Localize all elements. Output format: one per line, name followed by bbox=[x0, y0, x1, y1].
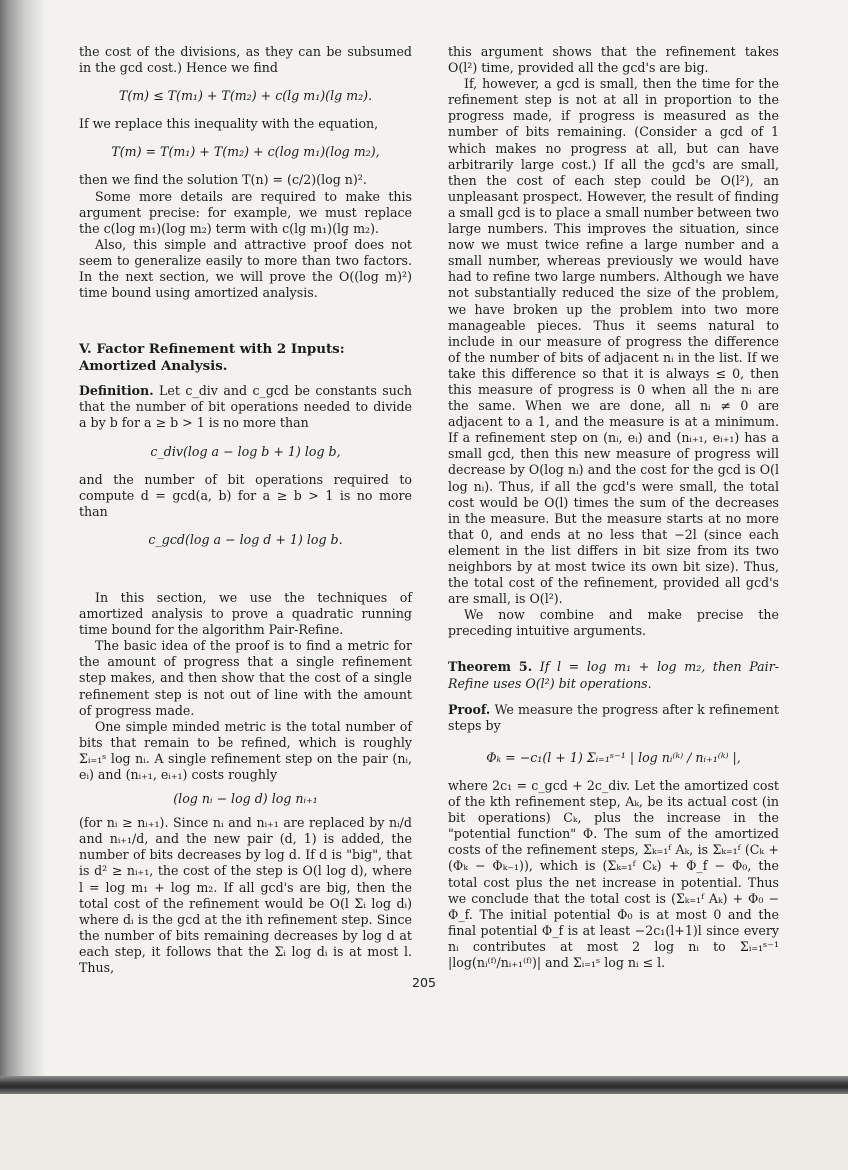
page-number: 205 bbox=[411, 975, 437, 990]
paragraph: If, however, a gcd is small, then the time for the refinement step is not at all in proportion to the progress made, if progress is measured as the number of bits remaining. (Consider a gcd of 1 which makes no progress at all, but can have arbitrarily large cost.) If all the gcd's are small, then the cost of each step could be O(l²), an unpleasant prospect. However, the result of finding a small gcd is to place a small number between two large numbers. This improves the situation, since now we must twice refine a large number and a small number, whereas previously we would have had to refine two large numbers. Although we have not substantially reduced the size of the problem, we have broken up the problem into two more manageable pieces. Thus it seems natural to include in our measure of progress the difference of the number of bits of adjacent nᵢ in the list. If we take this difference so that it is always ≤ 0, then this measure of progress is 0 when all the nᵢ are the same. When we are done, all nᵢ ≠ 0 are adjacent to a 1, and the measure is at a minimum. If a refinement step on (nᵢ, eᵢ) and (nᵢ₊₁, eᵢ₊₁) has a small gcd, then this new measure of progress will decrease by O(log nᵢ) and the cost for the gcd is O(l log nᵢ). Thus, if all the gcd's were small, the total cost would be O(l) times the sum of the decreases in the measure. But the measure starts at no more that 0, and ends at no less that −2l (since each element in the list differs in bit size from its two neighbors by at most twice its own bit size). Thus, the total cost of the refinement, provided all gcd's are small, is O(l²). bbox=[448, 76, 779, 607]
definition-paragraph bbox=[79, 383, 412, 431]
paragraph: Also, this simple and attractive proof does not seem to generalize easily to more than two factors. In the next section, we will prove the O((log m)²) time bound using amortized analysis. bbox=[79, 236, 412, 301]
proof-paragraph bbox=[448, 702, 779, 734]
scan-margin bbox=[0, 1094, 848, 1170]
spacer bbox=[448, 692, 779, 702]
equation: T(m) ≤ T(m₁) + T(m₂) + c(lg m₁)(lg m₂). bbox=[118, 88, 373, 104]
left-column bbox=[79, 44, 412, 976]
spacer bbox=[448, 639, 779, 649]
theorem-paragraph bbox=[448, 659, 779, 691]
section-heading: V. Factor Refinement with 2 Inputs: Amortized Analysis. bbox=[79, 341, 345, 375]
equation: (log nᵢ − log d) log nᵢ₊₁ bbox=[173, 791, 318, 807]
proof-text: We measure the progress after k refinement steps by bbox=[448, 701, 779, 733]
equation: T(m) = T(m₁) + T(m₂) + c(log m₁)(log m₂), bbox=[111, 144, 380, 160]
paragraph: In this section, we use the techniques of amortized analysis to prove a quadratic running time bound for the algorithm Pair-Refine. bbox=[79, 589, 412, 638]
theorem-text: If l = log m₁ + log m₂, then Pair-Refine uses O(l²) bit operations. bbox=[448, 659, 779, 691]
spacer bbox=[79, 560, 412, 590]
scan-shadow-left bbox=[0, 0, 46, 1170]
paragraph: If we replace this inequality with the equation, bbox=[79, 116, 379, 132]
spacer bbox=[448, 649, 779, 659]
theorem-label: Theorem 5. bbox=[448, 659, 533, 675]
proof-label: Proof. bbox=[448, 701, 491, 717]
paragraph: then we find the solution T(n) = (c/2)(log n)². bbox=[79, 172, 367, 188]
scan-edge-band bbox=[0, 1076, 848, 1094]
equation: c_gcd(log a − log d + 1) log b. bbox=[148, 531, 343, 547]
paragraph: One simple minded metric is the total number of bits that remain to be refined, which is roughly Σᵢ₌₁ˢ log nᵢ. A single refinement step on the pair (nᵢ, eᵢ) and (nᵢ₊₁, eᵢ₊₁) costs roughly bbox=[79, 718, 412, 782]
definition-label: Definition. bbox=[79, 383, 154, 399]
paragraph: (for nᵢ ≥ nᵢ₊₁). Since nᵢ and nᵢ₊₁ are replaced by nᵢ/d and nᵢ₊₁/d, and the new pair (d, 1) is added, the number of bits decreases by log d. If d is "big", that is d² ≥ nᵢ₊₁, the cost of the step is O(l log d), where l = log m₁ + log m₂. If all gcd's are big, then the total cost of the refinement would be O(l Σᵢ log dᵢ) where dᵢ is the gcd at the ith refinement step. Since the number of bits remaining decreases by log d at each step, it follows that the Σᵢ log dᵢ is at most l. Thus, bbox=[79, 815, 412, 976]
paragraph: We now combine and make precise the preceding intuitive arguments. bbox=[448, 607, 779, 639]
paragraph: and the number of bit operations required to compute d = gcd(a, b) for a ≥ b > 1 is no more than bbox=[79, 471, 412, 519]
paragraph: the cost of the divisions, as they can be subsumed in the gcd cost.) Hence we find bbox=[79, 44, 412, 76]
potential-equation: Φₖ = −c₁(l + 1) Σᵢ₌₁ˢ⁻¹ | log nᵢ⁽ᵏ⁾ / nᵢ₊₁⁽ᵏ⁾ |, bbox=[486, 749, 741, 765]
paragraph: The basic idea of the proof is to find a metric for the amount of progress that a single refinement step makes, and then show that the cost of a single refinement step is not out of line with the amount of progress made. bbox=[79, 638, 412, 718]
paragraph: Some more details are required to make this argument precise: for example, we must replace the c(log m₁)(log m₂) term with c(lg m₁)(lg m₂). bbox=[79, 188, 412, 236]
equation: c_div(log a − log b + 1) log b, bbox=[150, 443, 341, 459]
paragraph: where 2c₁ = c_gcd + 2c_div. Let the amortized cost of the kth refinement step, Aₖ, be its actual cost (in bit operations) Cₖ, plus the increase in the "potential function" Φ. The sum of the amortized costs of the refinement steps, Σₖ₌₁ᶠ Aₖ, is Σₖ₌₁ᶠ (Cₖ + (Φₖ − Φₖ₋₁)), which is (Σₖ₌₁ᶠ Cₖ) + Φ_f − Φ₀, the total cost plus the net increase in potential. Thus we conclude that the total cost is (Σₖ₌₁ᶠ Aₖ) + Φ₀ − Φ_f. The initial potential Φ₀ is at most 0 and the final potential Φ_f is at least −2c₁(l+1)l since every nᵢ contributes at most 2 log nᵢ to Σᵢ₌₁ˢ⁻¹ |log(nᵢ⁽ᶠ⁾/nᵢ₊₁⁽ᶠ⁾)| and Σᵢ₌₁ˢ log nᵢ ≤ l. bbox=[448, 777, 779, 970]
paragraph: this argument shows that the refinement takes O(l²) time, provided all the gcd's are big. bbox=[448, 44, 779, 76]
right-column bbox=[448, 44, 779, 971]
definition-text: Let c_div and c_gcd be constants such that the number of bit operations needed to divide a by b for a ≥ b > 1 is no more than bbox=[79, 383, 412, 431]
